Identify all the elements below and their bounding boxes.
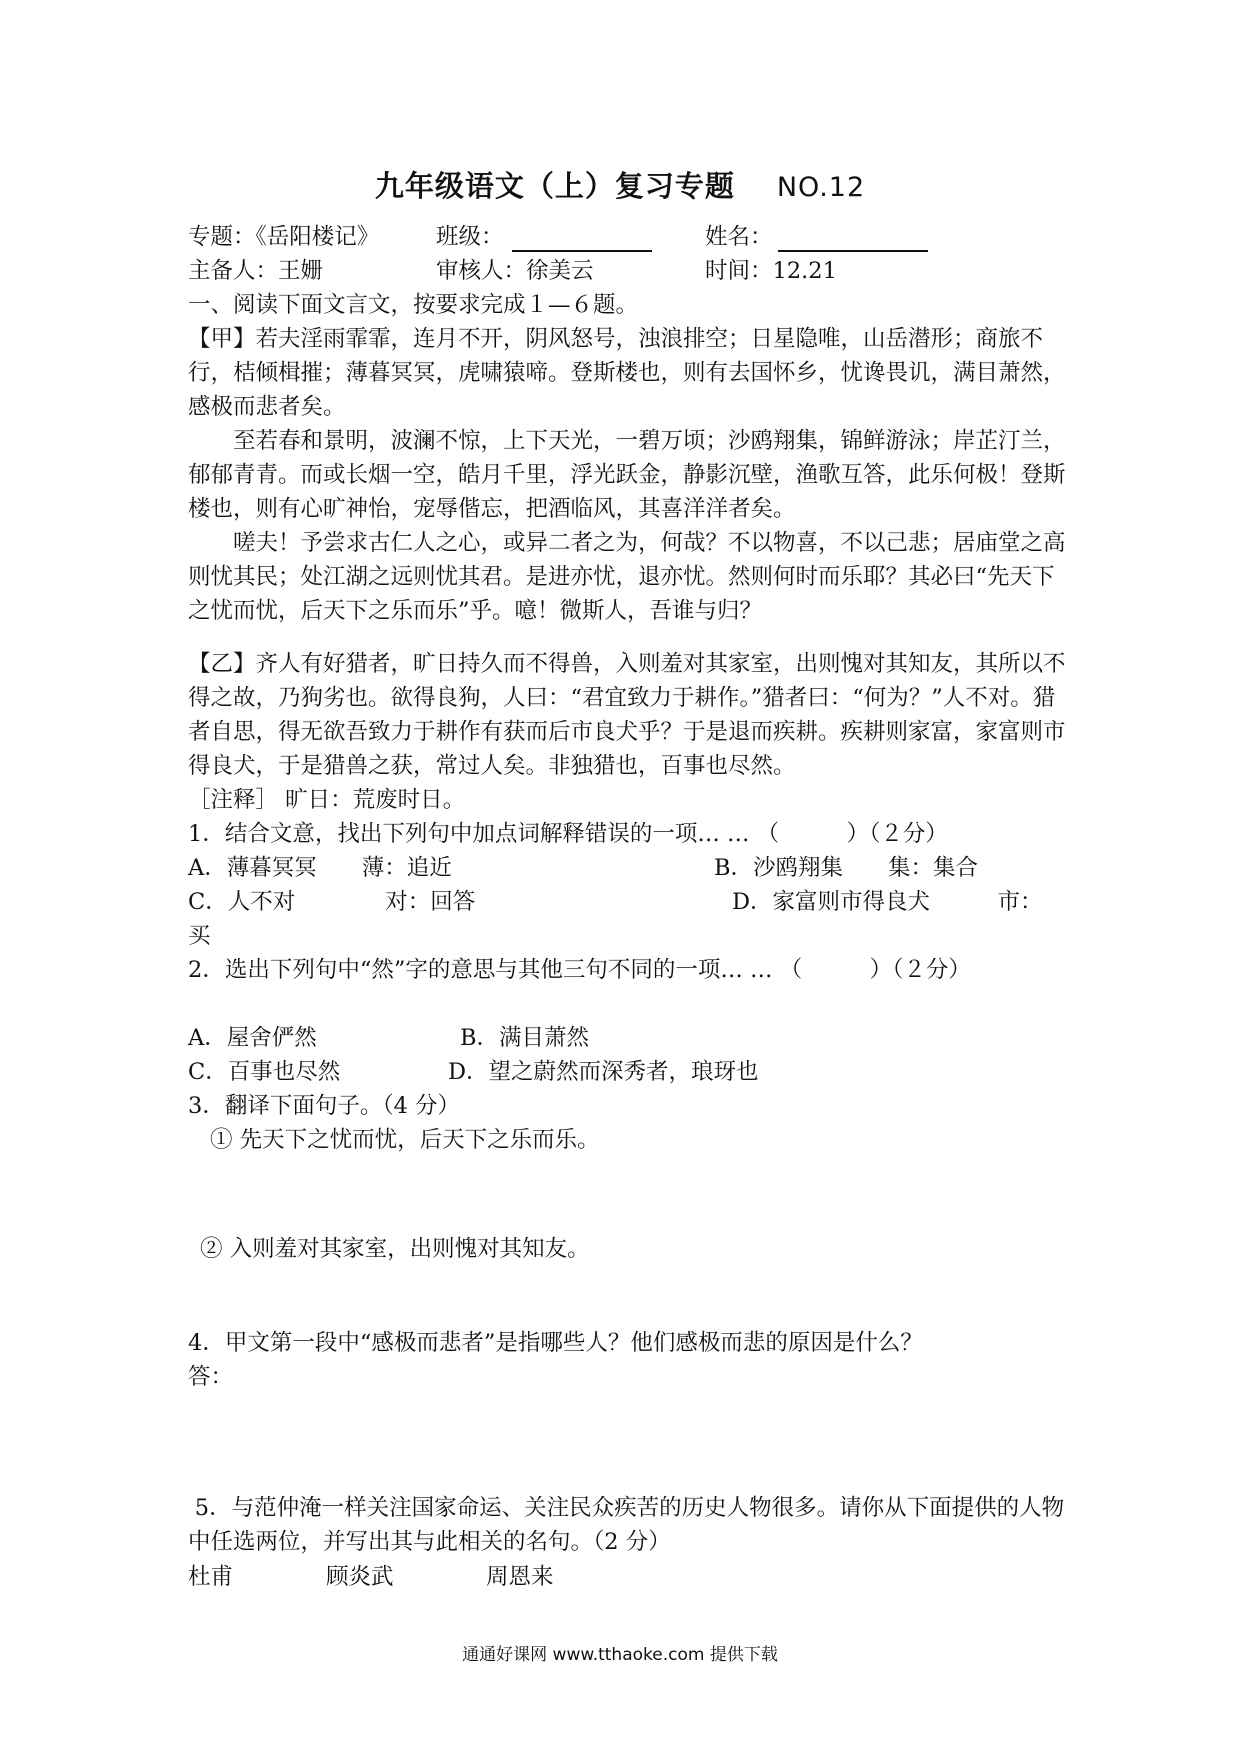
passage-yi: 【乙】齐人有好猎者，旷日持久而不得兽，入则羞对其家室，出则愧对其知友，其所以不得之故，乃狗劣也。欲得良狗，人曰：“君宜致力于耕作。”猎者曰：“何为？”人不对。猎者自思，得无欲吾致力于耕作有获而后市良犬乎？于是退而疾耕。疾耕则家富，家富则市得良犬，于是猎兽之获，常过人矣。非独猎也，百事也尽然。 [188, 651, 1066, 779]
annotation-note: ［注释］ 旷日：荒废时日。 [188, 787, 466, 813]
question-4-answer-label: 答： [188, 1364, 234, 1390]
q1-option-d: D．家富则市得良犬 市： [732, 889, 1043, 915]
passage-jia-p2: 至若春和景明，波澜不惊，上下天光，一碧万顷；沙鸥翔集，锦鲜游泳；岸芷汀兰，郁郁青青。而或长烟一空，皓月千里，浮光跃金，静影沉壁，渔歌互答，此乐何极！登斯楼也，则有心旷神怡，宠辱偕忘，把酒临风，其喜洋洋者矣。 [188, 428, 1066, 522]
q1-option-c: C．人不对 对：回答 [188, 889, 476, 915]
person-gu-yanwu: 顾炎武 [326, 1564, 394, 1590]
question-1-stem: 1．结合文意，找出下列句中加点词解释错误的一项… … （ ）（２分） [188, 821, 948, 847]
person-zhou-enlai: 周恩来 [486, 1564, 554, 1590]
name-label: 姓名： [705, 224, 773, 250]
q1-option-d-continued: 买 [188, 923, 211, 949]
person-du-fu: 杜甫 [188, 1564, 234, 1590]
class-blank[interactable] [512, 226, 652, 252]
q2-option-d: D．望之蔚然而深秀者，琅玡也 [448, 1059, 759, 1085]
q1-option-a: A．薄暮冥冥 薄：追近 [188, 855, 452, 881]
passage-jia-p1: 【甲】若夫淫雨霏霏，连月不开，阴风怒号，浊浪排空；日星隐唯，山岳潜形；商旅不行，桔倾楫摧；薄暮冥冥，虎啸猿啼。登斯楼也，则有去国怀乡，忧谗畏讥，满目萧然，感极而悲者矣。 [188, 326, 1066, 420]
reviewer-label: 审核人：徐美云 [436, 258, 594, 284]
question-4-stem: 4．甲文第一段中“感极而悲者”是指哪些人？他们感极而悲的原因是什么？ [188, 1330, 923, 1356]
question-3-stem: 3．翻译下面句子。（4 分） [188, 1093, 461, 1119]
preparer-label: 主备人：王姗 [188, 258, 324, 284]
passage-jia-p3: 嗟夫！予尝求古仁人之心，或异二者之为，何哉？不以物喜，不以己悲；居庙堂之高则忧其民；处江湖之远则忧其君。是进亦忧，退亦忧。然则何时而乐耶？其必曰“先天下之忧而忧，后天下之乐而乐”乎。噫！微斯人，吾谁与归？ [188, 530, 1066, 624]
q2-option-c: C．百事也尽然 [188, 1059, 341, 1085]
question-3-sentence-1: ① 先天下之忧而忧，后天下之乐而乐。 [210, 1127, 600, 1153]
q1-option-b: B．沙鸥翔集 集：集合 [714, 855, 979, 881]
q2-option-b: B．满目萧然 [460, 1025, 590, 1051]
class-label: 班级： [436, 224, 504, 250]
question-3-sentence-2: ② 入则羞对其家室，出则愧对其知友。 [200, 1236, 590, 1262]
topic-label: 专题：《岳阳楼记》 [188, 224, 380, 250]
section-1-heading: 一、阅读下面文言文，按要求完成１—６题。 [188, 292, 639, 318]
page-title [0, 164, 1240, 205]
question-2-stem: 2．选出下列句中“然”字的意思与其他三句不同的一项… … （ ）（２分） [188, 957, 971, 983]
q2-option-a: A．屋舍俨然 [188, 1025, 317, 1051]
time-label: 时间：12.21 [705, 258, 837, 284]
question-5-stem: 5．与范仲淹一样关注国家命运、关注民众疾苦的历史人物很多。请你从下面提供的人物中任选两位，并写出其与此相关的名句。（2 分） [188, 1495, 1065, 1555]
title-main: 九年级语文（上）复习专题 [374, 169, 735, 203]
download-footer: 通通好课网 www.tthaoke.com 提供下载 [462, 1645, 778, 1665]
name-blank[interactable] [778, 226, 928, 252]
title-number: NO.12 [776, 172, 866, 203]
